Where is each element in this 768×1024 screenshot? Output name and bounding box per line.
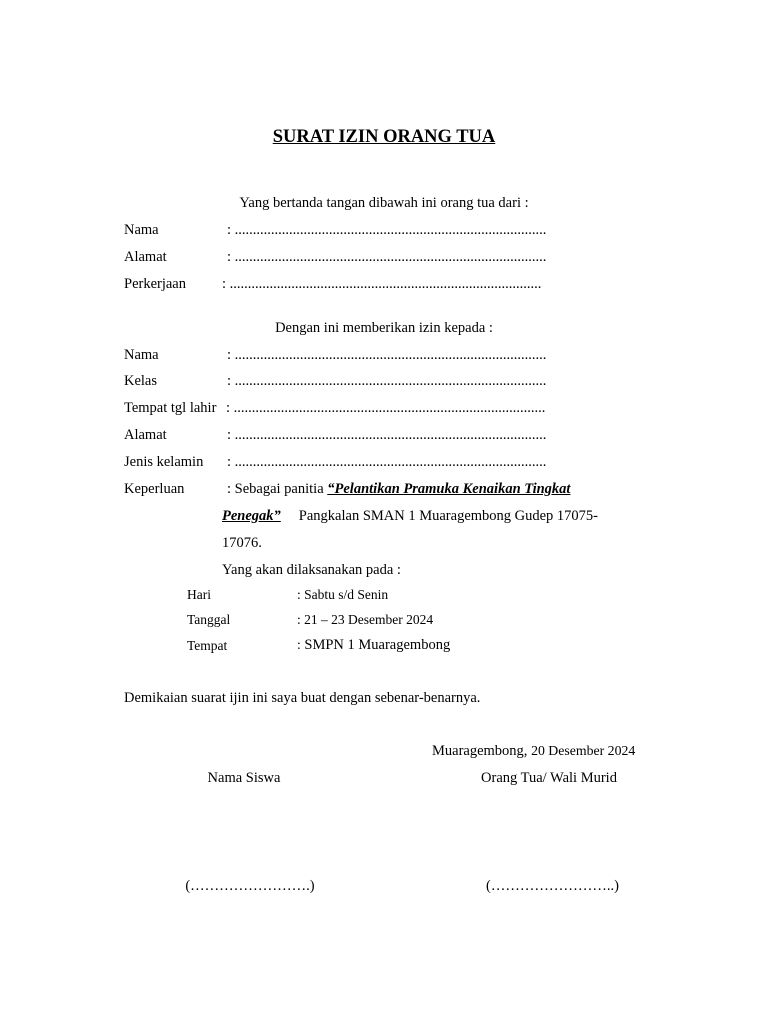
schedule-place-text: SMPN 1 Muaragembong xyxy=(304,637,451,653)
student-birth-field: : ...................................................................................... xyxy=(226,400,546,416)
place-date xyxy=(432,744,635,759)
student-gender-label: Jenis kelamin xyxy=(124,454,204,470)
schedule-day-text: Sabtu s/d Senin xyxy=(304,587,389,602)
parent-address-field: : ...................................................................................... xyxy=(227,249,547,265)
student-class-label: Kelas xyxy=(124,373,158,389)
schedule-day-colon: : xyxy=(297,587,301,602)
purpose-prefix: : Sebagai panitia xyxy=(227,481,328,497)
student-address-label: Alamat xyxy=(124,427,167,443)
letter-place: Muaragembong, xyxy=(432,743,532,759)
purpose-line-3: 17076. xyxy=(222,535,262,551)
schedule-date-text: 21 – 23 Desember 2024 xyxy=(304,612,434,627)
student-gender-field: : ...................................................................................... xyxy=(227,454,547,470)
parent-occupation-label: Perkerjaan xyxy=(124,276,186,292)
student-birth-label: Tempat tgl lahir xyxy=(124,400,217,416)
parent-name-label: Nama xyxy=(124,222,159,238)
student-signature-label: Nama Siswa xyxy=(207,770,281,786)
parent-occupation-field: : ...................................................................................... xyxy=(222,276,542,292)
schedule-date-colon: : xyxy=(297,612,301,627)
schedule-place-colon: : xyxy=(297,637,301,652)
event-title-part-2: Penegak” xyxy=(222,508,281,524)
parent-name-field: : ...................................................................................... xyxy=(227,222,547,238)
schedule-place-value xyxy=(297,638,450,653)
student-class-field: : ...................................................................................... xyxy=(227,373,547,389)
letter-date: 20 Desember 2024 xyxy=(531,743,636,758)
schedule-date-value xyxy=(297,613,433,627)
schedule-place-label: Tempat xyxy=(187,638,228,653)
purpose-line-2-rest: Pangkalan SMAN 1 Muaragembong Gudep 17075- xyxy=(298,508,599,524)
schedule-day-value xyxy=(297,588,388,602)
purpose-label: Keperluan xyxy=(124,481,185,497)
event-title-part-1: “Pelantikan Pramuka Kenaikan Tingkat xyxy=(327,481,571,497)
closing-statement: Demikaian suarat ijin ini saya buat dengan sebenar-benarnya. xyxy=(124,690,481,706)
student-address-field: : ...................................................................................... xyxy=(227,427,547,443)
purpose-line-2 xyxy=(222,509,598,524)
schedule-intro: Yang akan dilaksanakan pada : xyxy=(222,562,401,578)
parent-address-label: Alamat xyxy=(124,249,167,265)
parent-signature-label: Orang Tua/ Wali Murid xyxy=(481,770,617,786)
letter-title: SURAT IZIN ORANG TUA xyxy=(272,127,496,147)
student-name-field: : ...................................................................................... xyxy=(227,347,547,363)
parent-section-intro: Yang bertanda tangan dibawah ini orang tua dari : xyxy=(239,195,529,211)
purpose-line-1 xyxy=(227,482,570,497)
schedule-date-label: Tanggal xyxy=(187,612,231,627)
student-name-label: Nama xyxy=(124,347,159,363)
student-signature-line: (…………………….) xyxy=(185,878,315,894)
schedule-day-label: Hari xyxy=(187,587,211,602)
parent-signature-line: (……………………..) xyxy=(486,878,619,894)
student-section-intro: Dengan ini memberikan izin kepada : xyxy=(275,320,493,336)
